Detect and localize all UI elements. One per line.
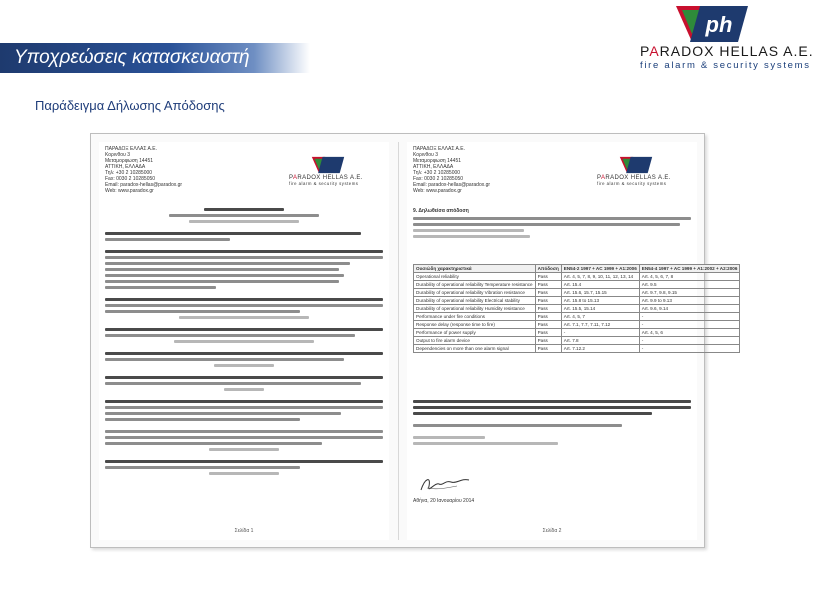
- document-logo-name: PARADOX HELLAS A.E.: [597, 175, 671, 181]
- address-line: ΑΤΤΙΚΗ, ΕΛΛΑΔΑ: [413, 164, 454, 170]
- table-row: Output to fire alarm device Pass Art. 7.8 -: [414, 337, 740, 345]
- page-number: Σελίδα 1: [234, 528, 254, 534]
- brand-name-a: A: [649, 43, 660, 59]
- table-header-cell: Απόδοση: [535, 265, 561, 273]
- paradox-logo-icon: [676, 4, 748, 44]
- address-line: Τηλ: +30 2 10285000: [105, 170, 153, 176]
- brand-tagline: fire alarm & security systems: [640, 60, 811, 71]
- paradox-mini-logo-icon: [311, 156, 345, 174]
- table-header-cell: EN54-2 1997 + AC 1999 + A1:2006: [561, 265, 639, 273]
- performance-table: [413, 264, 740, 353]
- table-row: Durability of operational reliability Temperature resistance Pass Art. 15.4 Art. 9.5: [414, 281, 740, 289]
- address-line: ΠΑΡΑΔΟΞ ΕΛΛΑΣ Α.Ε.: [413, 146, 466, 152]
- company-address-block: [413, 146, 533, 194]
- document-logo-name: PARADOX HELLAS A.E.: [289, 175, 363, 181]
- slide-subtitle: Παράδειγμα Δήλωσης Απόδοσης: [35, 98, 225, 113]
- brand-name: [640, 43, 814, 59]
- document-page-1: [99, 142, 389, 540]
- table-row: Dependencies on more than one alarm signal Pass Art. 7.12.2 -: [414, 345, 740, 353]
- logo-emblem-text: ph: [705, 12, 733, 37]
- table-row: Durability of operational reliability Humidity resistance Pass Art. 15.5, 15.14 Art. 9.6, 9.14: [414, 305, 740, 313]
- company-address-block: [105, 146, 225, 194]
- address-line: Web: www.paradox.gr: [413, 188, 462, 194]
- address-line: Web: www.paradox.gr: [105, 188, 154, 194]
- address-line: Μεταμορφωση 14451: [105, 158, 154, 164]
- document-page-2: [407, 142, 738, 540]
- signature-date: Αθήνα, 20 Ιανουαρίου 2014: [413, 498, 475, 504]
- address-line: Fax: 0030 2 10285050: [413, 176, 464, 182]
- brand-name-radox: RADOX: [659, 43, 715, 59]
- table-row: Operational reliability Pass Art. 4, 5, 7, 8, 9, 10, 11, 12, 13, 14 Art. 4, 5, 6, 7, 8: [414, 273, 740, 281]
- brand-name-p: P: [640, 43, 650, 59]
- signature-icon: [417, 474, 477, 496]
- table-header-cell: EN54-4 1997 + AC 1999 + A1:2002 + A2:2006: [639, 265, 740, 273]
- address-line: Email: paradox-hellas@paradox.gr: [413, 182, 491, 188]
- section-heading: 9. Δηλωθείσα απόδοση: [413, 208, 469, 214]
- address-line: ΠΑΡΑΔΟΞ ΕΛΛΑΣ Α.Ε.: [105, 146, 158, 152]
- page-divider: [398, 142, 399, 540]
- table-row: Performance under fire conditions Pass Art. 4, 5, 7 -: [414, 313, 740, 321]
- document-section-9: [413, 208, 691, 241]
- document-section-10: [413, 400, 691, 448]
- declaration-document-image: [90, 133, 738, 548]
- document-logo: [597, 156, 692, 187]
- brand-name-suffix: HELLAS A.E.: [719, 43, 814, 59]
- address-line: Κορινθου 3: [105, 152, 130, 158]
- address-line: Κορινθου 3: [413, 152, 438, 158]
- document-logo: [289, 156, 384, 187]
- table-header-row: [414, 265, 740, 273]
- address-line: ΑΤΤΙΚΗ, ΕΛΛΑΔΑ: [105, 164, 146, 170]
- address-line: Μεταμορφωση 14451: [413, 158, 462, 164]
- document-logo-tagline: fire alarm & security systems: [597, 181, 667, 186]
- table-row: Performance of power supply Pass - Art. 4, 5, 6: [414, 329, 740, 337]
- table-header-cell: Ουσιώδη χαρακτηριστικά: [414, 265, 536, 273]
- document-body-text: [105, 208, 383, 478]
- table-row: Durability of operational reliability Vibration resistance Pass Art. 15.6, 15.7, 15.15 Art. 9.7, 9.8, 9.15: [414, 289, 740, 297]
- slide-title-bar: [0, 43, 310, 73]
- document-logo-tagline: fire alarm & security systems: [289, 181, 359, 186]
- table-row: Durability of operational reliability Electrical stability Pass Art. 15.8 to 15.13 Art. 9.9 to 9.13: [414, 297, 740, 305]
- slide-title: Υποχρεώσεις κατασκευαστή: [14, 47, 250, 68]
- address-line: Τηλ: +30 2 10285000: [413, 170, 461, 176]
- page-number: Σελίδα 2: [542, 528, 562, 534]
- paradox-mini-logo-icon: [619, 156, 653, 174]
- address-line: Fax: 0030 2 10285050: [105, 176, 156, 182]
- table-row: Response delay (response time to fire) Pass Art. 7.1, 7.7, 7.11, 7.12 -: [414, 321, 740, 329]
- address-line: Email: paradox-hellas@paradox.gr: [105, 182, 183, 188]
